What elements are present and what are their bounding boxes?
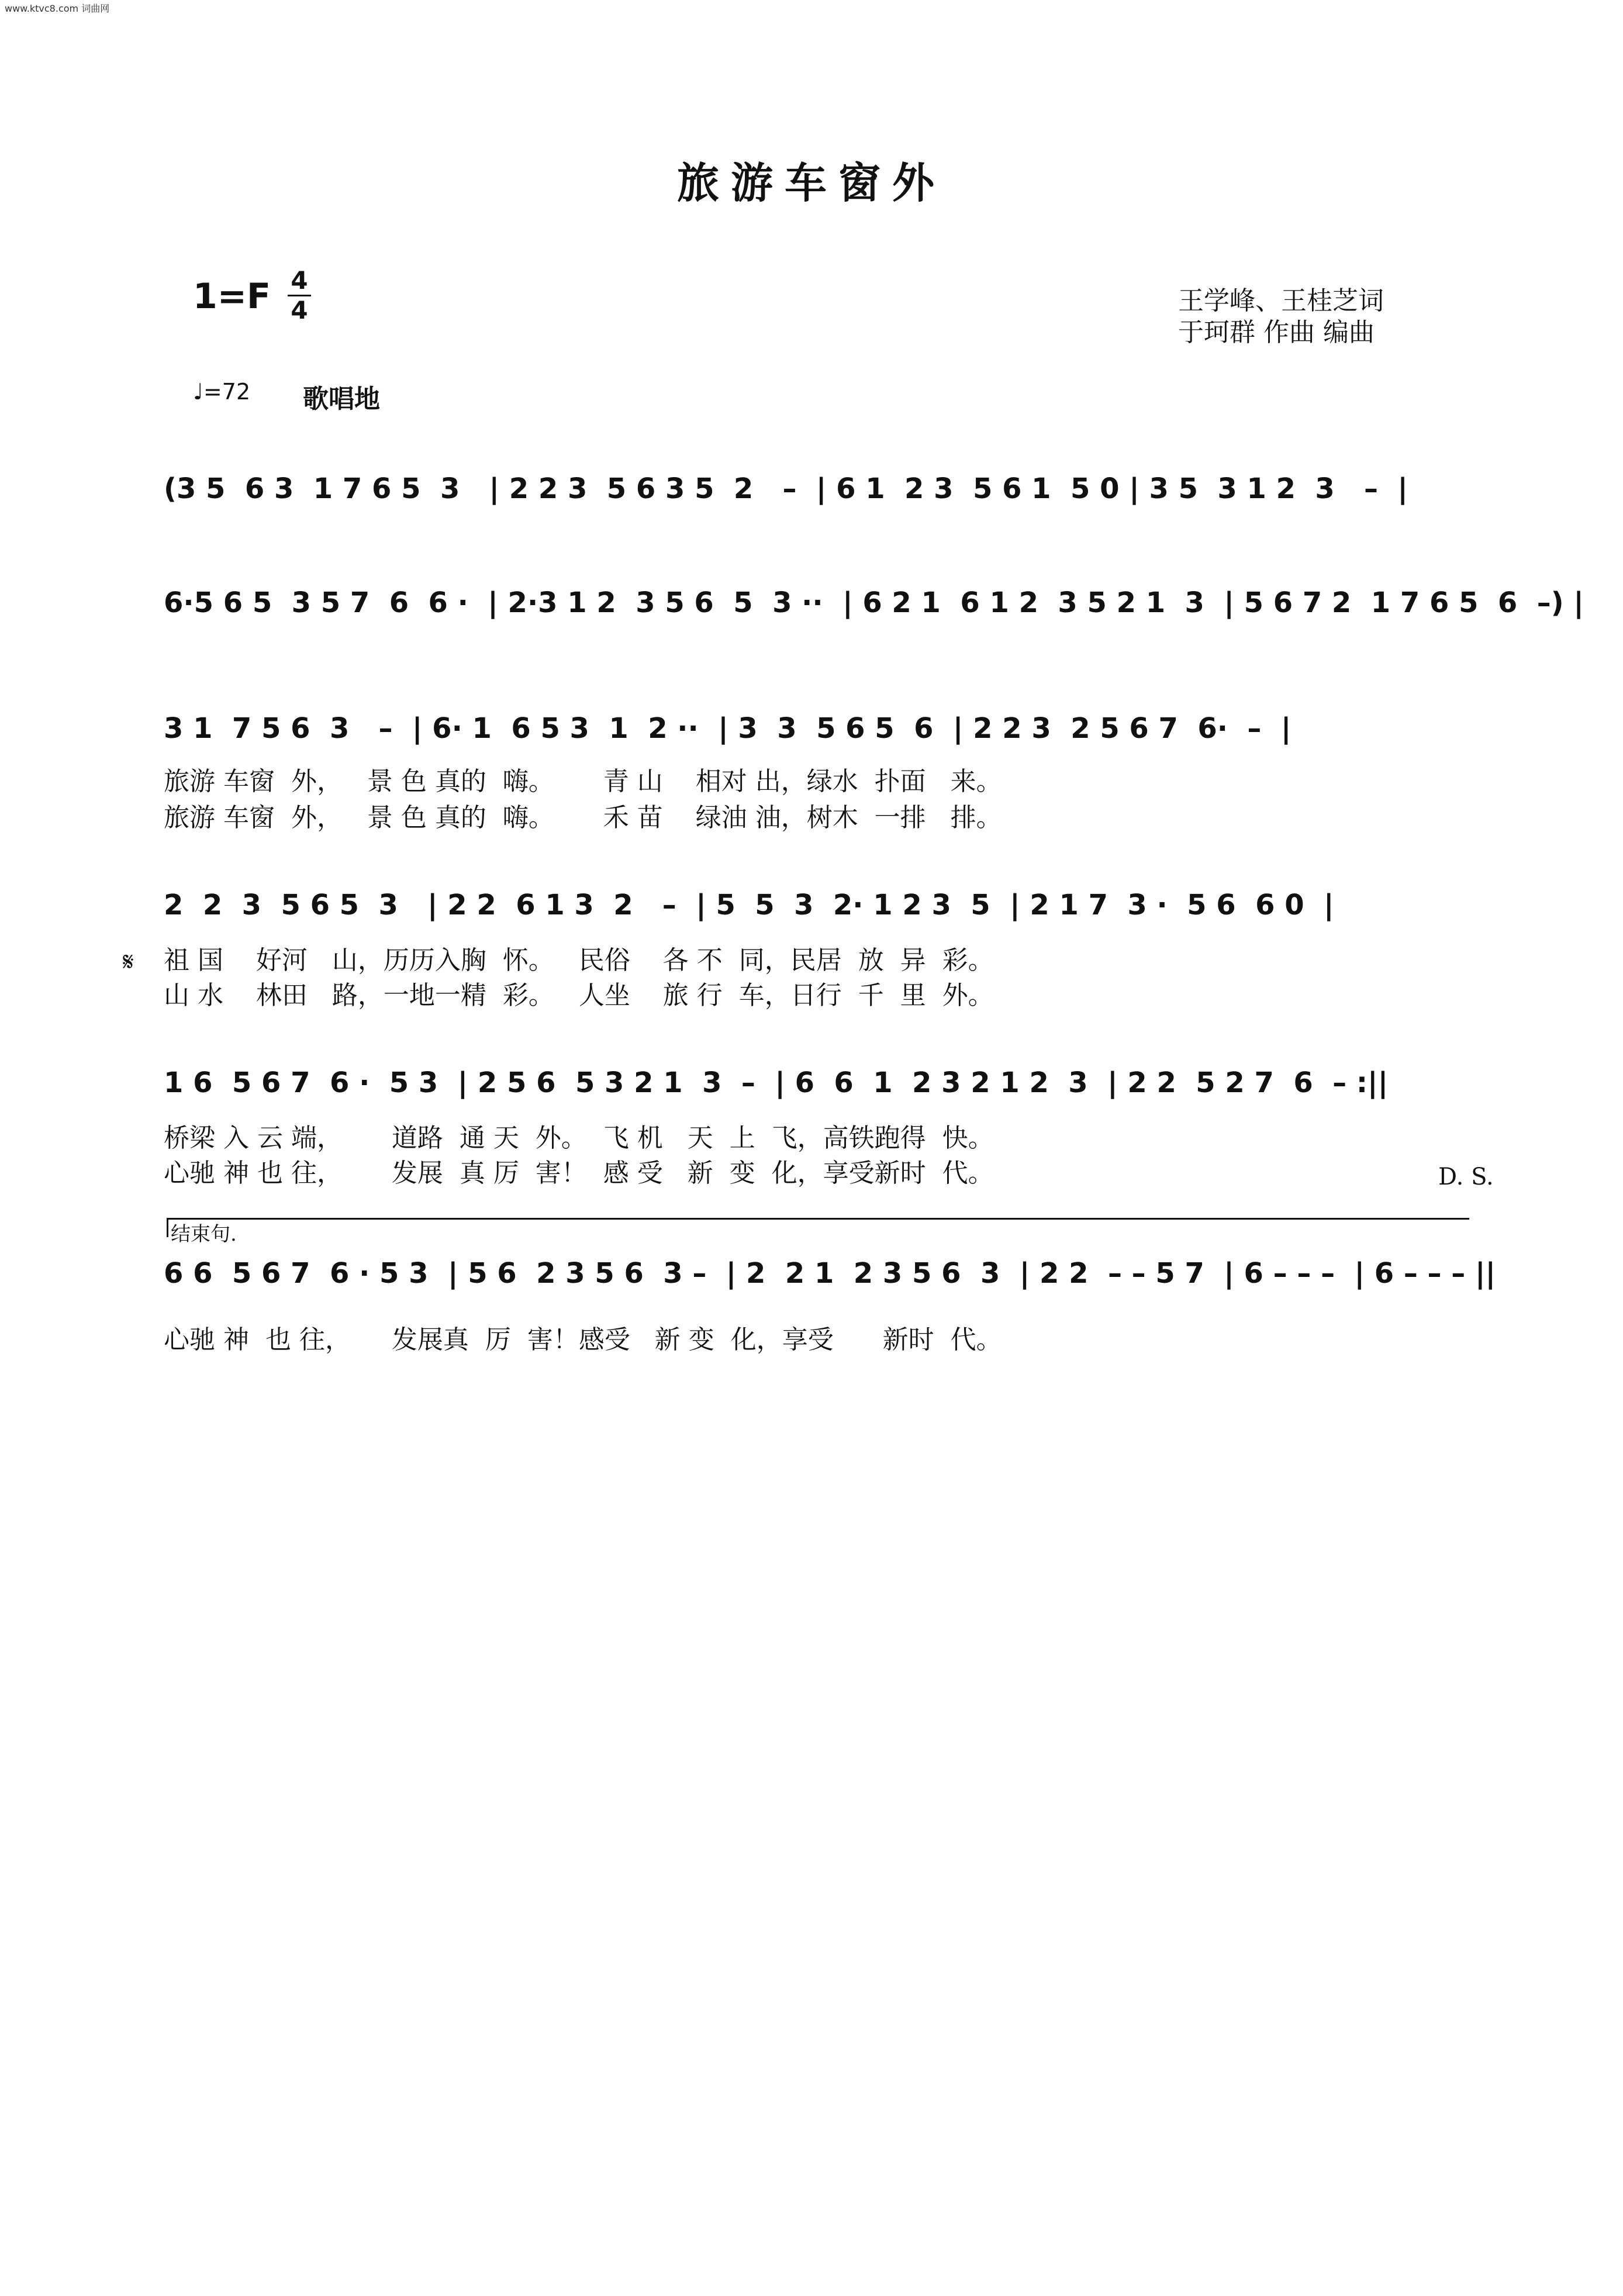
dal-segno-mark: D. S. xyxy=(1438,1163,1494,1190)
lyric-line-5-verse-1: 桥梁 入 云 端， 道路 通 天 外。 飞 机 天 上 飞，高铁跑得 快。 xyxy=(164,1123,994,1153)
watermark: www.ktvc8.com 词曲网 xyxy=(5,3,110,14)
notation-line-4: 2 2 3 5 6 5 3 | 2 2 6 1 3 2 – | 5 5 3 2· 1 2 3 5 | 2 1 7 3 · 5 6 6 0 | xyxy=(164,889,1334,921)
lyric-line-4-verse-2: 山 水 林田 路，一地一精 彩。 人坐 旅 行 车，日行 千 里 外。 xyxy=(164,980,994,1010)
ending-label: 结束句. xyxy=(171,1223,237,1246)
lyric-line-6: 心驰 神 也 往， 发展真 厉 害！感受 新 变 化，享受 新时 代。 xyxy=(164,1325,1002,1355)
lyric-line-3-verse-2: 旅游 车窗 外， 景 色 真的 嗨。 禾 苗 绿油 油，树木 一排 排。 xyxy=(164,803,1002,833)
song-title: 旅游车窗外 xyxy=(676,158,946,208)
lyric-line-5-verse-2: 心驰 神 也 往， 发展 真 厉 害！ 感 受 新 变 化，享受新时 代。 xyxy=(164,1158,994,1188)
composer-credit: 于珂群 作曲 编曲 xyxy=(1178,317,1375,347)
lyric-line-3-verse-1: 旅游 车窗 外， 景 色 真的 嗨。 青 山 相对 出，绿水 扑面 来。 xyxy=(164,767,1002,796)
notation-line-1: (3 5 6 3 1 7 6 5 3 | 2 2 3 5 6 3 5 2 – | 6 1 2 3 5 6 1 5 0 | 3 5 3 1 2 3 – | xyxy=(164,472,1408,505)
expression-mark: 歌唱地 xyxy=(303,384,380,414)
time-denominator: 4 xyxy=(291,296,308,324)
time-signature xyxy=(288,268,311,323)
ending-bracket xyxy=(167,1218,1469,1237)
lyricist-credit: 王学峰、王桂芝词 xyxy=(1178,286,1384,316)
lyric-line-4-verse-1: 祖 国 好河 山，历历入胸 怀。 民俗 各 不 同，民居 放 异 彩。 xyxy=(164,945,994,975)
notation-line-3: 3 1 7 5 6 3 – | 6· 1 6 5 3 1 2 ·· | 3 3 5 6 5 6 | 2 2 3 2 5 6 7 6· – | xyxy=(164,712,1292,745)
time-numerator: 4 xyxy=(291,266,308,295)
notation-line-2: 6·5 6 5 3 5 7 6 6 · | 2·3 1 2 3 5 6 5 3 ·· | 6 2 1 6 1 2 3 5 2 1 3 | 5 6 7 2 1 7 6 5 6 –) | xyxy=(164,586,1584,619)
segno-sign: 𝄋 xyxy=(123,947,134,977)
key-signature: 1=F xyxy=(193,276,271,317)
notation-line-5: 1 6 5 6 7 6 · 5 3 | 2 5 6 5 3 2 1 3 – | 6 6 1 2 3 2 1 2 3 | 2 2 5 2 7 6 – :|| xyxy=(164,1066,1389,1099)
notation-line-6: 6 6 5 6 7 6 · 5 3 | 5 6 2 3 5 6 3 – | 2 2 1 2 3 5 6 3 | 2 2 – – 5 7 | 6 – – – | 6 – – – || xyxy=(164,1257,1496,1290)
tempo-mark: ♩=72 xyxy=(193,379,251,405)
